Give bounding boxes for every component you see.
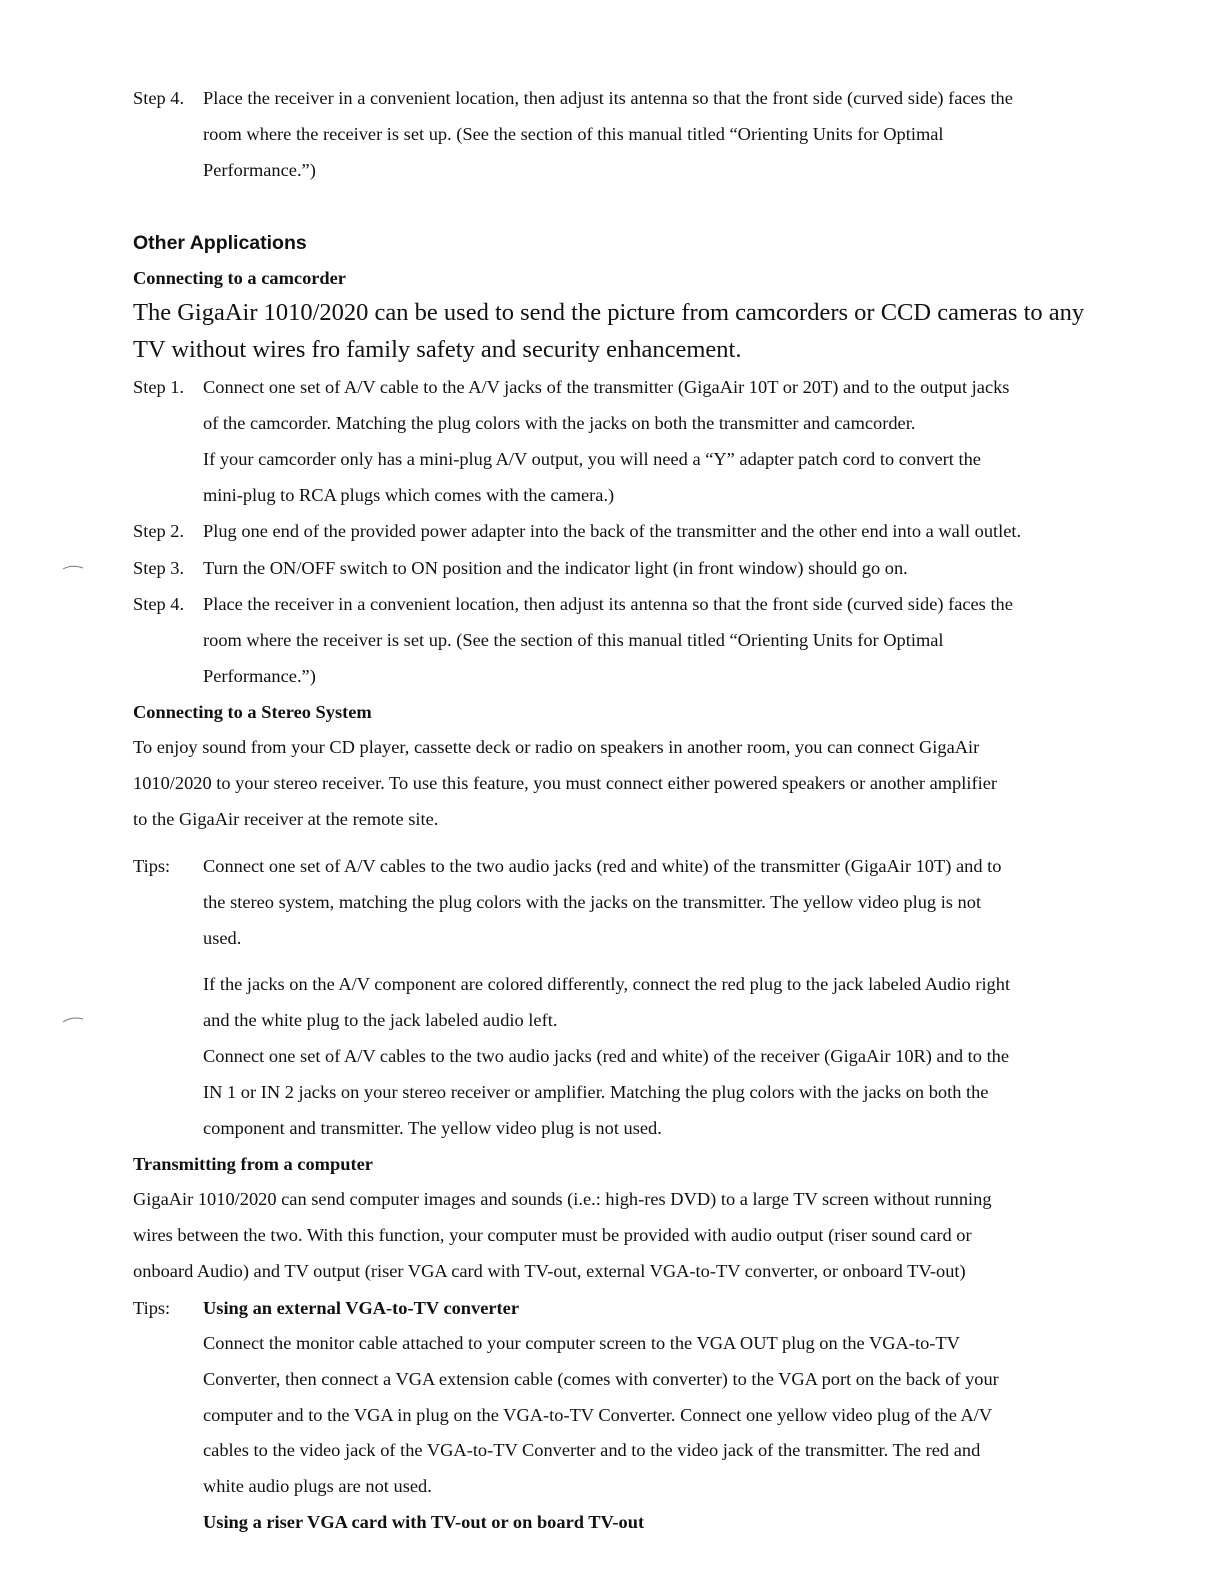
step-text-line: Place the receiver in a convenient location, then adjust its antenna so that the front side (curved side) faces the [203, 88, 1013, 108]
step-text-line: Turn the ON/OFF switch to ON position and the indicator light (in front window) should go on. [203, 558, 908, 578]
subsection-heading: Connecting to a Stereo System [133, 702, 372, 722]
tips-label: Tips: [133, 856, 171, 876]
tips-label: Tips: [133, 1298, 171, 1318]
scan-mark [62, 563, 84, 571]
tips-line: Converter, then connect a VGA extension cable (comes with converter) to the VGA port on the back of your [203, 1369, 999, 1389]
step-text-line: room where the receiver is set up. (See the section of this manual titled “Orienting Units for Optimal [203, 124, 944, 144]
step-text-line: Performance.”) [203, 160, 316, 180]
step-text-line: If your camcorder only has a mini-plug A/V output, you will need a “Y” adapter patch cord to convert the [203, 449, 981, 469]
paragraph-line: to the GigaAir receiver at the remote site. [133, 809, 439, 829]
subsection-heading: Connecting to a camcorder [133, 268, 346, 288]
scan-mark [62, 1015, 84, 1023]
step-label: Step 2. [133, 521, 185, 541]
tips-subheading: Using an external VGA-to-TV converter [203, 1298, 519, 1318]
tips-line: and the white plug to the jack labeled audio left. [203, 1010, 558, 1030]
step-label: Step 1. [133, 377, 185, 397]
tips-subheading: Using a riser VGA card with TV-out or on board TV-out [203, 1512, 645, 1532]
intro-line: TV without wires fro family safety and security enhancement. [133, 336, 742, 363]
subsection-heading: Transmitting from a computer [133, 1154, 373, 1174]
paragraph-line: 1010/2020 to your stereo receiver. To use this feature, you must connect either powered speakers or another amplifier [133, 773, 997, 793]
tips-line: Connect one set of A/V cables to the two audio jacks (red and white) of the receiver (GigaAir 10R) and to the [203, 1046, 1010, 1066]
paragraph-line: onboard Audio) and TV output (riser VGA card with TV-out, external VGA-to-TV converter, or onboard TV-out) [133, 1261, 966, 1281]
step-text-line: Place the receiver in a convenient location, then adjust its antenna so that the front side (curved side) faces the [203, 594, 1013, 614]
step-text-line: Performance.”) [203, 666, 316, 686]
step-text-line: Plug one end of the provided power adapter into the back of the transmitter and the other end into a wall outlet. [203, 521, 1022, 541]
step-label: Step 3. [133, 558, 185, 578]
step-label: Step 4. [133, 88, 185, 108]
step-text-line: of the camcorder. Matching the plug colors with the jacks on both the transmitter and camcorder. [203, 413, 916, 433]
paragraph-line: GigaAir 1010/2020 can send computer images and sounds (i.e.: high-res DVD) to a large TV screen without running [133, 1189, 992, 1209]
tips-line: IN 1 or IN 2 jacks on your stereo receiver or amplifier. Matching the plug colors with the jacks on both the [203, 1082, 989, 1102]
section-heading: Other Applications [133, 232, 307, 254]
paragraph-line: wires between the two. With this function, your computer must be provided with audio output (riser sound card or [133, 1225, 972, 1245]
tips-line: cables to the video jack of the VGA-to-TV Converter and to the video jack of the transmitter. The red and [203, 1440, 981, 1460]
tips-line: used. [203, 928, 242, 948]
tips-line: computer and to the VGA in plug on the VGA-to-TV Converter. Connect one yellow video plug of the A/V [203, 1405, 993, 1425]
step-text-line: Connect one set of A/V cable to the A/V jacks of the transmitter (GigaAir 10T or 20T) and to the output jacks [203, 377, 1010, 397]
step-text-line: mini-plug to RCA plugs which comes with the camera.) [203, 485, 615, 505]
intro-line: The GigaAir 1010/2020 can be used to send the picture from camcorders or CCD cameras to any [133, 299, 1085, 326]
paragraph-line: To enjoy sound from your CD player, cassette deck or radio on speakers in another room, you can connect GigaAir [133, 737, 980, 757]
tips-line: Connect the monitor cable attached to your computer screen to the VGA OUT plug on the VGA-to-TV [203, 1333, 960, 1353]
tips-line: white audio plugs are not used. [203, 1476, 432, 1496]
step-text-line: room where the receiver is set up. (See the section of this manual titled “Orienting Units for Optimal [203, 630, 944, 650]
tips-line: component and transmitter. The yellow video plug is not used. [203, 1118, 662, 1138]
tips-line: the stereo system, matching the plug colors with the jacks on the transmitter. The yellow video plug is not [203, 892, 982, 912]
step-label: Step 4. [133, 594, 185, 614]
tips-line: If the jacks on the A/V component are colored differently, connect the red plug to the jack labeled Audio right [203, 974, 1011, 994]
tips-line: Connect one set of A/V cables to the two audio jacks (red and white) of the transmitter (GigaAir 10T) and to [203, 856, 1002, 876]
